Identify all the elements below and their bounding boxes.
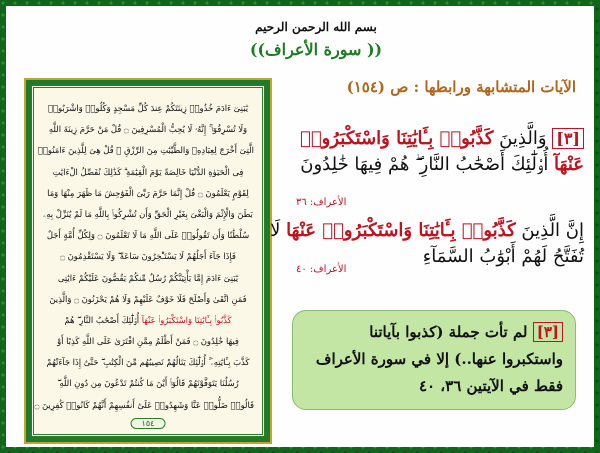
- surah-title: (( سورة الأعراف)): [249, 40, 383, 59]
- mushaf-text-segment: يَٰبَنِىٓ ءَادَمَ خُذُوا۟ زِينَتَكُمْ عِندَ كُلِّ مَسْجِدٍ وَكُلُوا۟ وَاشْرَبُوا۟: [47, 103, 249, 113]
- mushaf-line: [42, 204, 254, 225]
- mushaf-line: [42, 310, 254, 331]
- note-text: لم تأت جملة (كذبوا بآياتنا واستكبروا عنها..) إلا في سورة الأعراف فقط في الآيتين ٣٦، ٤٠: [315, 323, 563, 395]
- mushaf-line: [42, 289, 254, 310]
- mushaf-line: [42, 373, 254, 394]
- mushaf-line: [34, 395, 254, 416]
- mushaf-text: [34, 98, 254, 410]
- mushaf-line: [42, 162, 254, 183]
- verse-block-2: [270, 218, 584, 275]
- mushaf-line: [42, 119, 254, 140]
- verse-2-reference: الأعراف: ٤٠: [296, 264, 347, 275]
- basmala-heading: بسم الله الرحمن الرحيم: [255, 20, 377, 34]
- mushaf-line: [42, 98, 254, 119]
- verse-block-1: [294, 126, 584, 208]
- mushaf-text-segment: بَطَنَ وَالْإِثْمَ وَالْبَغْىَ بِغَيْرِ الْحَقِّ وَأَن تُشْرِكُوا۟ بِاللَّهِ مَا لَمْ يُنَزِّلْ بِهِۦ: [43, 208, 253, 219]
- verse-1-start: وَالَّذِينَ: [493, 128, 547, 149]
- mushaf-text-segment: فَمَنِ اتَّقَىٰ وَأَصْلَحَ فَلَا خَوْفٌ عَلَيْهِمْ وَلَا هُمْ يَحْزَنُونَ ۝ وَالَّذِينَ: [49, 293, 247, 304]
- verse-2-highlight: كَذَّبُوا۟ بِـَٔايَٰتِنَا وَاسْتَكْبَرُوا۟ عَنْهَا: [286, 220, 516, 241]
- note-tag: [٣]: [533, 322, 563, 342]
- verse-1-line-1: [294, 126, 584, 152]
- mushaf-text-segment: قَالُوا۟ ضَلُّوا۟ عَنَّا وَشَهِدُوا۟ عَلَىٰٓ أَنفُسِهِمْ أَنَّهُمْ كَانُوا۟ كَٰفِرِينَ ۝: [34, 399, 254, 410]
- mushaf-text-segment: الَّتِىٓ أَخْرَجَ لِعِبَادِهِۦ وَالطَّيِّبَٰتِ مِنَ الرِّزْقِ ۚ قُلْ هِىَ لِلَّذِينَ ءَامَنُوا۟: [37, 145, 254, 156]
- mushaf-text-segment: فِى الْحَيَوٰةِ الدُّنْيَا خَالِصَةً يَوْمَ الْقِيَٰمَةِ ۗ كَذَٰلِكَ نُفَصِّلُ الْءَايَٰتِ: [52, 166, 244, 177]
- verse-2-la: لَا: [270, 220, 287, 241]
- mushaf-page: [24, 78, 272, 444]
- mushaf-text-segment: يَٰبَنِىٓ ءَادَمَ إِمَّا يَأْتِيَنَّكُمْ رُسُلٌ مِّنكُمْ يَقُصُّونَ عَلَيْكُمْ ءَايَٰتِى: [57, 272, 239, 283]
- mushaf-line: [42, 331, 254, 352]
- mushaf-page-inner: [31, 85, 265, 437]
- mushaf-text-segment: سُلْطَٰنًا وَأَن تَقُولُوا۟ عَلَى اللَّهِ مَا لَا تَعْلَمُونَ ۝ وَلِكُلِّ أُمَّةٍ أَجَلٌ: [46, 230, 250, 241]
- verse-1-tag: [٣]: [552, 128, 584, 149]
- verse-1-highlight: كَذَّبُوا۟ بِـَٔايَٰتِنَا وَاسْتَكْبَرُوا۟: [300, 128, 494, 149]
- mushaf-text-segment: فَإِذَا جَآءَ أَجَلُهُمْ لَا يَسْتَـْٔخِرُونَ سَاعَةً ۖ وَلَا يَسْتَقْدِمُونَ ۝: [60, 251, 236, 262]
- mushaf-highlight: كَذَّبُوا۟ بِـَٔايَٰتِنَا وَاسْتَكْبَرُوا۟ عَنْهَآ: [141, 314, 232, 325]
- slide: [6, 6, 594, 447]
- mushaf-text-segment: رُسُلُنَا يَتَوَفَّوْنَهُمْ قَالُوٓا۟ أَيْنَ مَا كُنتُمْ تَدْعُونَ مِن دُونِ اللَّهِ ۖ: [57, 378, 239, 389]
- topic-title: الآيات المتشابهة ورابطها : ص (١٥٤): [346, 78, 576, 96]
- verse-1-rest: أُو۟لَٰٓئِكَ أَصْحَٰبُ النَّارِ ۖ هُمْ فِيهَا خَٰلِدُونَ: [300, 154, 555, 175]
- mushaf-text-segment: أُو۟لَٰٓئِكَ أَصْحَٰبُ النَّارِ ۖ هُمْ: [64, 314, 142, 325]
- mushaf-text-segment: وَلَا تُسْرِفُوٓا۟ ۚ إِنَّهُۥ لَا يُحِبُّ الْمُسْرِفِينَ ۝ قُلْ مَنْ حَرَّمَ زِينَةَ اللَّهِ: [48, 124, 248, 135]
- note-box: [292, 310, 576, 410]
- verse-2-line-2: تُفَتَّحُ لَهُمْ أَبْوَٰبُ السَّمَآءِ: [422, 246, 584, 267]
- mushaf-line: [42, 246, 254, 267]
- verse-1-reference: الأعراف: ٣٦: [296, 197, 347, 208]
- mushaf-line: [42, 183, 254, 204]
- mushaf-text-segment: لِقَوْمٍ يَعْلَمُونَ ۝ قُلْ إِنَّمَا حَرَّمَ رَبِّىَ الْفَوَٰحِشَ مَا ظَهَرَ مِنْهَا وَمَا: [47, 187, 249, 198]
- verse-2-line-1: [270, 218, 584, 244]
- mushaf-text-segment: فِيهَا خَٰلِدُونَ ۝ فَمَنْ أَظْلَمُ مِمَّنِ افْتَرَىٰ عَلَى اللَّهِ كَذِبًا أَوْ: [57, 336, 239, 347]
- verse-2-start: إِنَّ الَّذِينَ: [515, 220, 584, 241]
- mushaf-text-segment: كَذَّبَ بِـَٔايَٰتِهِۦٓ ۚ أُو۟لَٰٓئِكَ يَنَالُهُمْ نَصِيبُهُم مِّنَ الْكِتَٰبِ ۖ حَتَّىٰٓ إِذَا جَآءَتْهُمْ: [46, 357, 250, 368]
- mushaf-line: [42, 352, 254, 373]
- verse-1-highlight-end: عَنْهَآ: [554, 154, 584, 175]
- mushaf-line: [42, 268, 254, 289]
- page-number-badge: ١٥٤: [131, 418, 166, 429]
- verse-1-line-2: [294, 152, 584, 178]
- mushaf-line: [37, 140, 254, 161]
- mushaf-line: [42, 225, 254, 246]
